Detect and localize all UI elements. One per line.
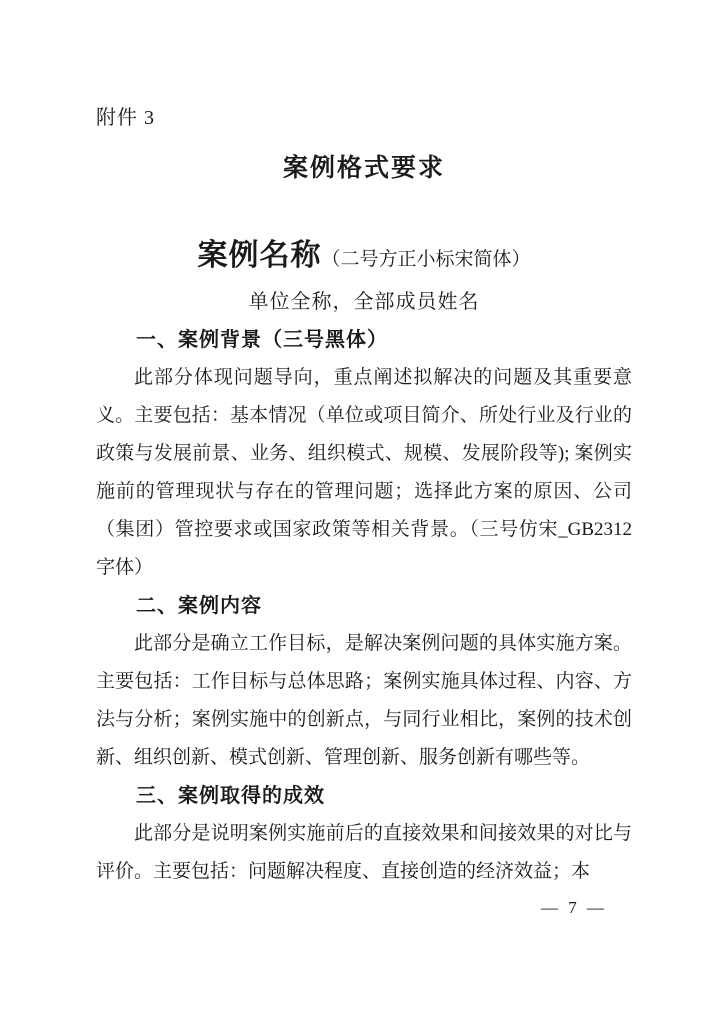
section-heading-1: 一、案例背景（三号黑体） <box>136 329 388 351</box>
byline: 单位全称，全部成员姓名 <box>248 291 480 313</box>
section-case-results <box>96 777 632 891</box>
page-number: — 7 — <box>541 898 607 917</box>
case-title-line <box>96 240 632 277</box>
section-heading-2: 二、案例内容 <box>136 595 262 617</box>
section-body-2: 此部分是确立工作目标，是解决案例问题的具体实施方案。主要包括：工作目标与总体思路；案例实施具体过程、内容、方法与分析；案例实施中的创新点，与同行业相比，案例的技术创新、组织创新、模式创新、管理创新、服务创新有哪些等。 <box>96 633 632 768</box>
case-title-font-note: （二号方正小标宋简体） <box>321 249 531 270</box>
attachment-label: 附件 3 <box>96 107 155 129</box>
section-body-3: 此部分是说明案例实施前后的直接效果和间接效果的对比与评价。主要包括：问题解决程度、直接创造的经济效益；本 <box>96 823 632 882</box>
section-case-content <box>96 587 632 777</box>
document-title: 案例格式要求 <box>282 155 445 182</box>
case-title: 案例名称 <box>197 239 322 272</box>
section-case-background <box>96 321 632 587</box>
section-body-1: 此部分体现问题导向，重点阐述拟解决的问题及其重要意义。主要包括：基本情况（单位或项目简介、所处行业及行业的政策与发展前景、业务、组织模式、规模、发展阶段等); 案例实施前的管理现状与存在的管理问题；选择此方案的原因、公司（集团）管控要求或国家政策等相关背景。（三号仿宋_GB2312 字体） <box>96 367 632 578</box>
section-heading-3: 三、案例取得的成效 <box>136 785 325 807</box>
